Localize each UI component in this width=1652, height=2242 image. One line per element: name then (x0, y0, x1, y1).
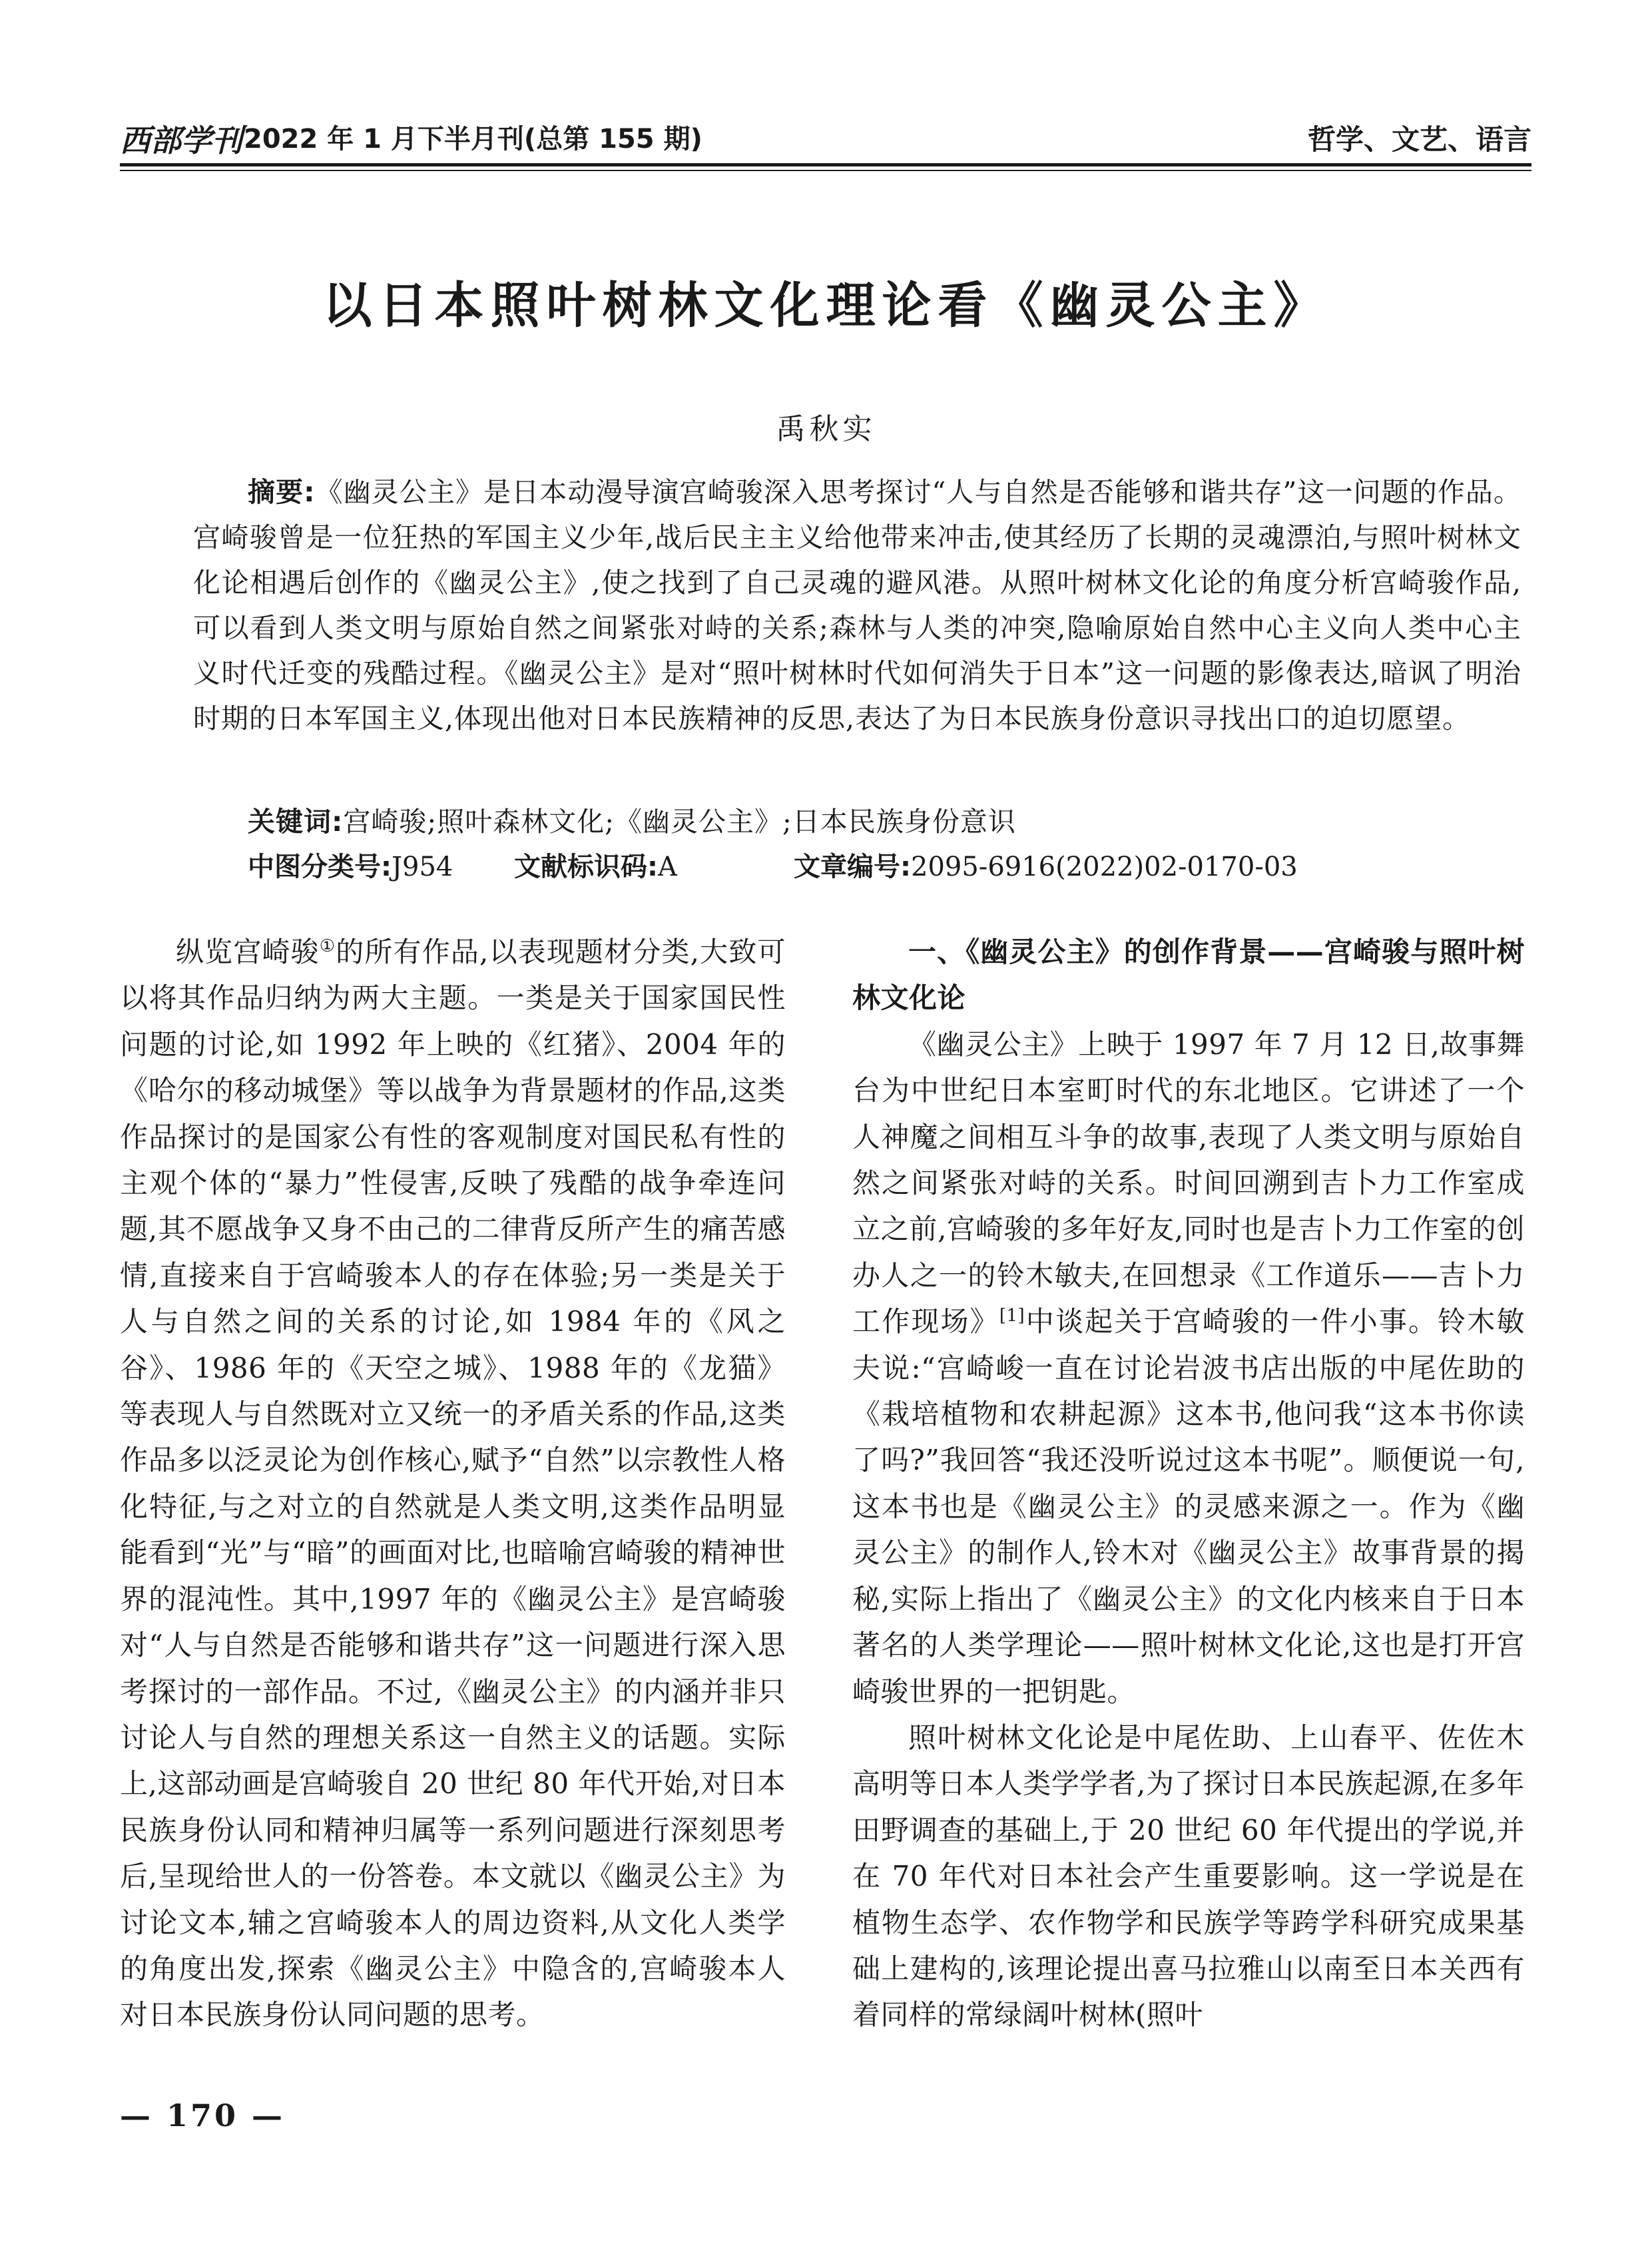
issue-info: 2022 年 1 月下半月刊(总第 155 期) (244, 124, 702, 154)
keywords (193, 799, 1521, 844)
article-number (794, 844, 1298, 890)
citation-marker: [1] (999, 1306, 1025, 1326)
page-number: — 170 — (120, 2098, 286, 2133)
section-name: 哲学、文艺、语言 (1307, 123, 1531, 156)
body-paragraph: 照叶树林文化论是中尾佐助、上山春平、佐佐木高明等日本人类学学者,为了探讨日本民族起源,在多年田野调查的基础上,于 20 世纪 60 年代提出的学说,并在 70 年代对日本社会产生重要影响。这一学说是在植物生态学、农作物学和民族学等跨学科研究成果基础上建构的,该理论提出喜马拉雅山以南至日本关西有着同样的常绿阔叶树林(照叶 (852, 1721, 1525, 2032)
running-header (120, 117, 1531, 158)
article-title: 以日本照叶树林文化理论看《幽灵公主》 (322, 277, 1330, 334)
abstract-text: 《幽灵公主》是日本动漫导演宫崎骏深入思考探讨“人与自然是否能够和谐共存”这一问题的作品。宫崎骏曾是一位狂热的军国主义少年,战后民主主义给他带来冲击,使其经历了长期的灵魂漂泊,与照叶树林文化论相遇后创作的《幽灵公主》,使之找到了自己灵魂的避风港。从照叶树林文化论的角度分析宫崎骏作品,可以看到人类文明与原始自然之间紧张对峙的关系;森林与人类的冲突,隐喻原始自然中心主义向人类中心主义时代迁变的残酷过程。《幽灵公主》是对“照叶树林时代如何消失于日本”这一问题的影像表达,暗讽了明治时期的日本军国主义,体现出他对日本民族精神的反思,表达了为日本民族身份意识寻找出口的迫切愿望。 (193, 476, 1521, 734)
doc-code-value: A (658, 852, 677, 882)
section-heading: 一、《幽灵公主》的创作背景——宫崎骏与照叶树林文化论 (852, 936, 1525, 1015)
abstract (193, 469, 1521, 741)
article-author: 禹秋实 (776, 412, 876, 446)
paragraph-text: 纵览宫崎骏 (176, 936, 320, 968)
keywords-text: 宫崎骏;照叶森林文化;《幽灵公主》;日本民族身份意识 (343, 806, 1016, 838)
clc-code (248, 844, 453, 890)
doc-code-label: 文献标识码: (514, 852, 658, 882)
clc-label: 中图分类号: (248, 852, 392, 882)
journal-logo: 西部学刊 (120, 123, 242, 158)
paragraph-text: 《幽灵公主》上映于 1997 年 7 月 12 日,故事舞台为中世纪日本室町时代的东北地区。它讲述了一个人神魔之间相互斗争的故事,表现了人类文明与原始自然之间紧张对峙的关系。时间回溯到吉卜力工作室成立之前,宫崎骏的多年好友,同时也是吉卜力工作室的创办人之一的铃木敏夫,在回想录《工作道乐——吉卜力工作现场》 (852, 1027, 1525, 1338)
classification-line (248, 844, 1513, 890)
article-no-value: 2095-6916(2022)02-0170-03 (911, 852, 1298, 882)
keywords-label: 关键词: (248, 806, 344, 838)
article-no-label: 文章编号: (794, 852, 911, 882)
paragraph-text: 中谈起关于宫崎骏的一件小事。铃木敏夫说:“宫崎峻一直在讨论岩波书店出版的中尾佐助的《栽培植物和农耕起源》这本书,他问我“这本书你读了吗?”我回答“我还没听说过这本书呢”。顺便说一句,这本书也是《幽灵公主》的灵感来源之一。作为《幽灵公主》的制作人,铃木对《幽灵公主》故事背景的揭秘,实际上指出了《幽灵公主》的文化内核来自于日本著名的人类学理论——照叶树林文化论,这也是打开宫崎骏世界的一把钥匙。 (852, 1305, 1525, 1708)
abstract-label: 摘要: (248, 476, 316, 508)
clc-value: J954 (392, 852, 453, 882)
body-column-left (120, 929, 786, 2038)
body-column-right (852, 929, 1525, 2038)
body-paragraph (120, 929, 786, 2038)
header-rule-thick (120, 163, 1531, 166)
body-paragraph (852, 1021, 1525, 1715)
document-code (514, 844, 677, 890)
paragraph-text: 的所有作品,以表现题材分类,大致可以将其作品归纳为两大主题。一类是关于国家国民性问题的讨论,如 1992 年上映的《红猪》、2004 年的《哈尔的移动城堡》等以战争为背景题材的作品,这类作品探讨的是国家公有性的客观制度对国民私有性的主观个体的“暴力”性侵害,反映了残酷的战争牵连问题,其不愿战争又身不由己的二律背反所产生的痛苦感情,直接来自于宫崎骏本人的存在体验;另一类是关于人与自然之间的关系的讨论,如 1984 年的《风之谷》、1986 年的《天空之城》、1988 年的《龙猫》等表现人与自然既对立又统一的矛盾关系的作品,这类作品多以泛灵论为创作核心,赋予“自然”以宗教性人格化特征,与之对立的自然就是人类文明,这类作品明显能看到“光”与“暗”的画面对比,也暗喻宫崎骏的精神世界的混沌性。其中,1997 年的《幽灵公主》是宫崎骏对“人与自然是否能够和谐共存”这一问题进行深入思考探讨的一部作品。不过,《幽灵公主》的内涵并非只讨论人与自然的理想关系这一自然主义的话题。实际上,这部动画是宫崎骏自 20 世纪 80 年代开始,对日本民族身份认同和精神归属等一系列问题进行深刻思考后,呈现给世人的一份答卷。本文就以《幽灵公主》为讨论文本,辅之宫崎骏本人的周边资料,从文化人类学的角度出发,探索《幽灵公主》中隐含的,宫崎骏本人对日本民族身份认同问题的思考。 (120, 936, 786, 2032)
footnote-marker: ① (319, 936, 336, 956)
header-rule-thin (120, 170, 1531, 171)
